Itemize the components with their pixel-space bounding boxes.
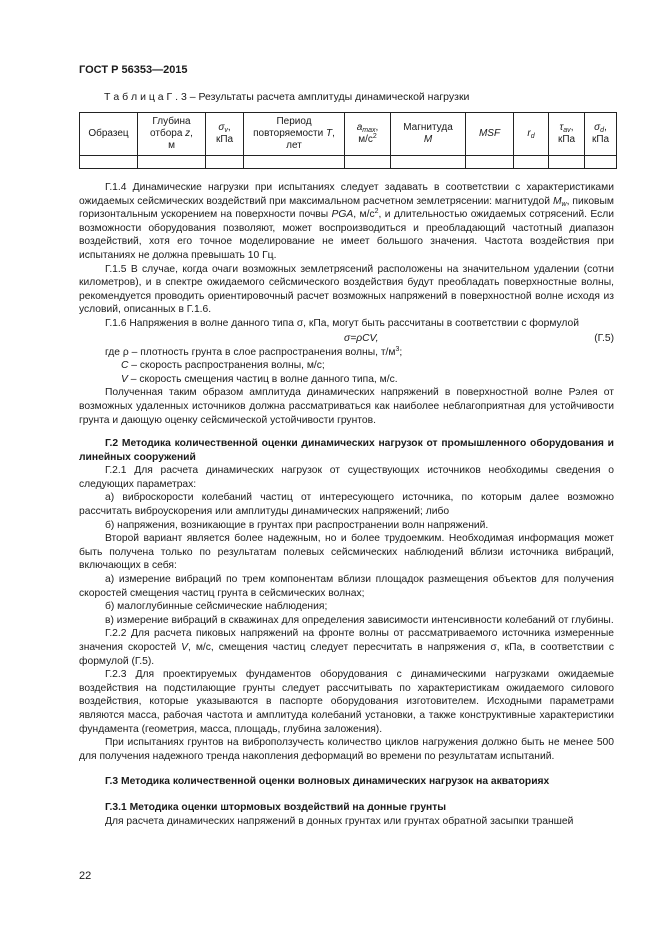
paragraph-g21: Г.2.1 Для расчета динамических нагрузок от существующих источников необходимы сведения о следующих параметрах: [79,465,614,490]
formula-g5 [79,332,614,346]
paragraph-g23: Г.2.3 Для проектируемых фундаментов оборудования с динамическими нагрузками ожидаемые воздействия на подстилающие грунты следует рассчитывать по характеристикам ожидаемого силового воздействия, которые указываются в паспорте оборудования изготовителем. Исходными параметрами являются масса, рабочая частота и амплитуда колебаний установки, а также конструктивные характеристики фундамента (геометрия, масса, площадь, глубина заложения). [79,669,614,735]
paragraph-g14: Г.1.4 Динамические нагрузки при испытаниях следует задавать в соответствии с характеристиками ожидаемых сейсмических воздействий при максимальном расчетном землетрясении: магнитудой $M_w$, пиковым горизонтальным ускорением на поверхности почвы PGA, $м/с^2$, и длительностью ожидаемых сотрясений. Если возможности оборудования позволяют, может воспроизводиться и преобладающий частотный диапазон воздействий, хотя его точное моделирование не имеет большого значения. Частота воздействия при испытаниях не должна превышать 10 Гц. [79,182,615,261]
document-header: ГОСТ Р 56353—2015 [79,64,188,76]
list-item-a: а) виброскорости колебаний частиц от интересующего источника, по которым далее возможно рассчитать виброускорения или амплитуды динамических напряжений; либо [79,492,614,518]
paragraph-rayleigh: Полученная таким образом амплитуда динамических напряжений в поверхностной волне Рэлея от возможных удаленных источников должна рассматриваться как наиболее неблагоприятная для устойчивости грунта и дающую оценку сейсмической устойчивости грунтов. [79,387,614,426]
measure-item-a: а) измерение вибраций по трем компонентам вблизи площадок размещения объектов для получения скоростей смещения частиц грунта в сейсмических волнах; [79,574,614,599]
measure-item-b: б) малоглубинные сейсмические наблюдения; [105,601,328,613]
paragraph-g15: Г.1.5 В случае, когда очаги возможных землетрясений расположены на значительном удалении (сотни километров), и в спектре ожидаемого сейсмического воздействия будут преобладать поверхностные волны, рекомендуется проводить ориентировочный расчет возможных напряжений в поверхностной волне исходя из условий, описанных в Г.1.6. [79,263,614,316]
page-number: 22 [79,870,92,882]
col-sigma-d: $\sigma_d$, кПа [585,113,617,156]
formula-number: (Г.5) [594,332,614,344]
body-text [79,181,614,828]
col-period: Период повторяемости T, лет [244,113,345,156]
col-magnitude: Магнитуда M [391,113,466,156]
col-sigma-v: $\sigma_v$, кПа [206,113,244,156]
col-sample: Образец [80,113,138,156]
paragraph-vibrocreep: При испытаниях грунтов на виброползучесть количество циклов нагружения должно быть не менее 500 для получения надежного тренда накопления деформаций во времени по результатам испытаний. [79,737,614,762]
heading-g2: Г.2 Методика количественной оценки динамических нагрузок от промышленного оборудования и линейных сооружений [79,438,614,463]
formula-expression: σ=ρCV, [344,332,379,344]
results-table [79,112,617,169]
measure-item-c: в) измерение вибраций в скважинах для определения зависимости интенсивности колебаний от глубины. [105,614,614,626]
paragraph-second-variant: Второй вариант является более надежным, но и более трудоемким. Необходимая информация может быть получена только по результатам полевых сейсмических наблюдений вблизи источника вибраций, включающих в себя: [79,533,614,572]
where-v: V – скорость смещения частиц в волне данного типа, м/с. [121,373,398,385]
heading-g31: Г.3.1 Методика оценки штормовых воздействий на донные грунты [105,801,447,813]
col-msf: MSF [466,113,514,156]
paragraph-g16: Г.1.6 Напряжения в волне данного типа σ, кПа, могут быть рассчитаны в соответствии с формулой [105,317,580,329]
heading-g3: Г.3 Методика количественной оценки волновых динамических нагрузок на акваториях [105,776,550,788]
col-depth: Глубина отбора z, м [138,113,206,156]
table-header-row [80,113,617,156]
col-amax: $a_{max}$, $м/с^2$ [345,113,391,156]
table-caption: Т а б л и ц а Г . 3 – Результаты расчета амплитуды динамической нагрузки [104,91,470,103]
col-rd: $r_d$ [514,113,549,156]
where-rho: где ρ – плотность грунта в слое распространения волны, $т/м^3$; [105,345,403,358]
col-tau-av: $\tau_{av}$, кПа [549,113,585,156]
paragraph-g31: Для расчета динамических напряжений в донных грунтах или грунтах обратной засыпки траншей [105,815,574,827]
list-item-b: б) напряжения, возникающие в грунтах при распространении волн напряжений. [105,519,489,531]
paragraph-g22: Г.2.2 Для расчета пиковых напряжений на фронте волны от рассматриваемого источника измеренные значения скоростей V, м/с, смещения частиц следует пересчитать в напряжения σ, кПа, в соответствии с формулой (Г.5). [79,628,614,667]
where-c: C – скорость распространения волны, м/с; [121,360,325,372]
table-empty-row [80,156,617,169]
